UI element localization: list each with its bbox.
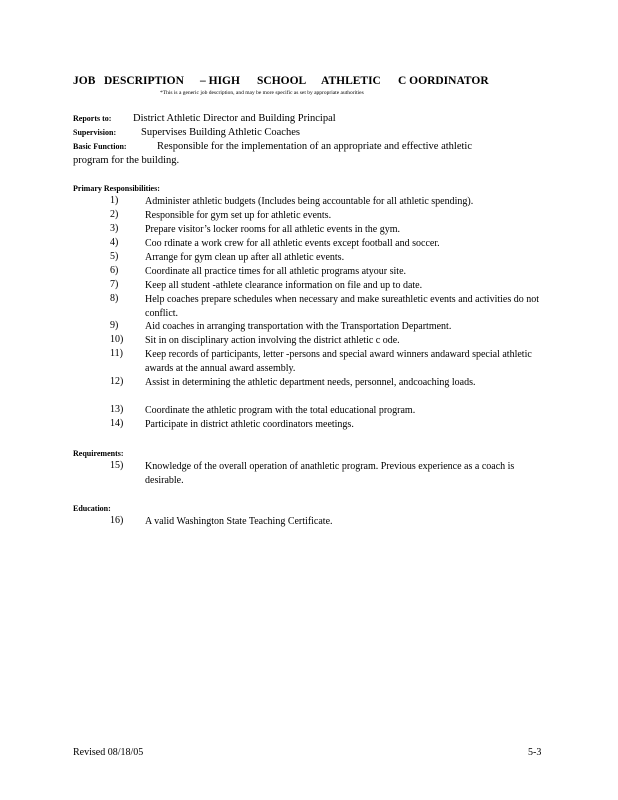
item-number: 12)	[110, 376, 124, 387]
item-text: Assist in determining the athletic department needs, personnel, andcoaching loads.	[145, 377, 476, 388]
basic-function-line2: program for the building.	[73, 155, 180, 166]
page-number: 5-3	[528, 747, 542, 758]
item-number: 9)	[110, 320, 119, 331]
item-number: 13)	[110, 404, 124, 415]
basic-function-label: Basic Function:	[73, 142, 127, 151]
item-text: Help coaches prepare schedules when necessary and make sureathletic events and activities do not conflict.	[145, 294, 540, 319]
item-number: 3)	[110, 223, 119, 234]
item-text: Coo rdinate a work crew for all athletic events except football and soccer.	[145, 238, 440, 249]
item-number: 4)	[110, 237, 119, 248]
title-part: – HIGH	[200, 75, 240, 87]
revised-date: Revised 08/18/05	[73, 747, 144, 758]
basic-function-line1: Responsible for the implementation of an appropriate and effective athletic	[157, 141, 472, 152]
item-text: Coordinate all practice times for all athletic programs atyour site.	[145, 266, 407, 277]
supervision-row	[73, 127, 300, 138]
item-number: 1)	[110, 195, 119, 206]
item-text: Knowledge of the overall operation of anathletic program. Previous experience as a coach is desirable.	[145, 461, 515, 486]
item-text: Arrange for gym clean up after all athletic events.	[145, 252, 345, 263]
item-number: 15)	[110, 460, 124, 471]
title-part: ATHLETIC	[321, 75, 381, 87]
reports-value: District Athletic Director and Building Principal	[133, 113, 336, 124]
item-text: A valid Washington State Teaching Certificate.	[145, 516, 333, 527]
item-number: 6)	[110, 265, 119, 276]
supervision-label: Supervision:	[73, 128, 117, 137]
title-part: DESCRIPTION	[104, 75, 184, 87]
supervision-value: Supervises Building Athletic Coaches	[141, 127, 300, 138]
item-number: 8)	[110, 293, 119, 304]
reports-label: Reports to:	[73, 114, 112, 123]
item-text: Administer athletic budgets (Includes being accountable for all athletic spending).	[145, 196, 474, 207]
education-label: Education:	[73, 504, 111, 513]
title-part: SCHOOL	[257, 75, 307, 87]
item-number: 7)	[110, 279, 119, 290]
title-part: C OORDINATOR	[398, 75, 489, 87]
item-number: 2)	[110, 209, 119, 220]
item-text: Responsible for gym set up for athletic events.	[145, 210, 332, 221]
item-text: Coordinate the athletic program with the total educational program.	[145, 405, 416, 416]
item-text: Sit in on disciplinary action involving the district athletic c ode.	[145, 335, 400, 346]
item-number: 5)	[110, 251, 119, 262]
title-part: JOB	[73, 75, 96, 87]
basic-function-row	[73, 141, 472, 152]
item-number: 10)	[110, 334, 124, 345]
item-number: 11)	[110, 348, 123, 359]
item-text: Participate in district athletic coordinators meetings.	[145, 419, 354, 430]
requirements-label: Requirements:	[73, 449, 124, 458]
item-text: Aid coaches in arranging transportation with the Transportation Department.	[145, 321, 452, 332]
reports-row	[73, 113, 336, 124]
item-text: Keep all student -athlete clearance information on file and up to date.	[145, 280, 423, 291]
primary-responsibilities-label: Primary Responsibilities:	[73, 184, 160, 193]
item-number: 16)	[110, 515, 124, 526]
generic-note: *This is a generic job description, and may be more specific as set by appropriate authorities	[160, 90, 364, 96]
item-text: Keep records of participants, letter -persons and special award winners andaward special athletic awards at the annual award assembly.	[145, 349, 532, 374]
item-text: Prepare visitor’s locker rooms for all athletic events in the gym.	[145, 224, 401, 235]
item-number: 14)	[110, 418, 124, 429]
